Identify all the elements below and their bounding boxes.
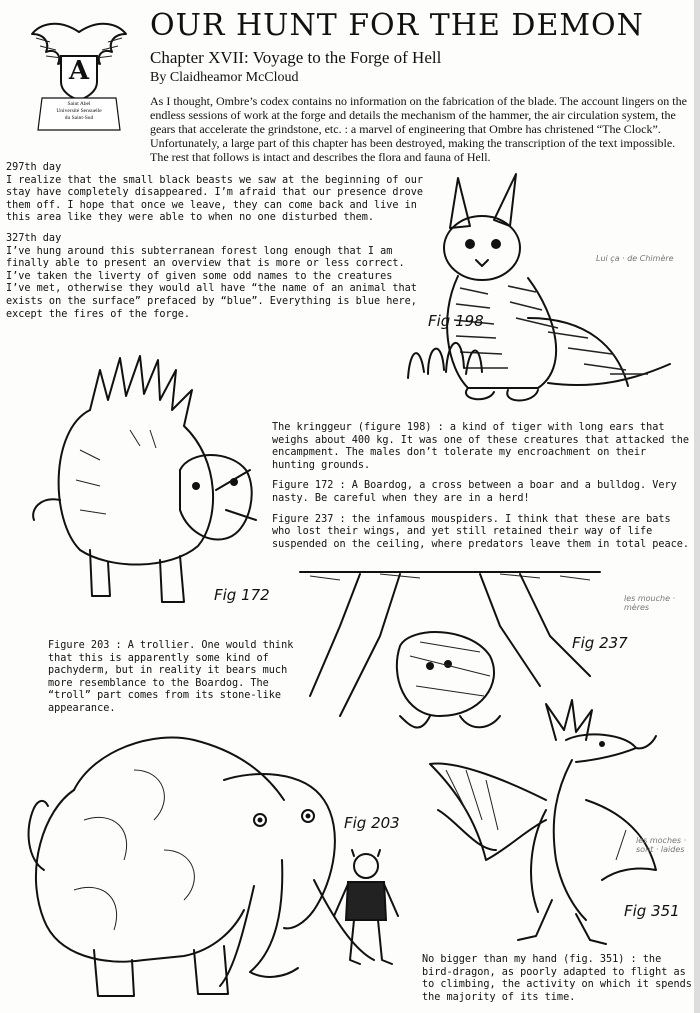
caption-bird-dragon: No bigger than my hand (fig. 351) : the bird-dragon, as poorly adapted to flight as to climbing, the activity on which it spends the majority of its time. — [422, 954, 692, 1003]
page-edge — [694, 0, 700, 1013]
log-day-heading: 327th day — [6, 232, 62, 244]
figure-label-198: Fig 198 — [428, 312, 484, 330]
log-line: except the fires of the forge. — [6, 308, 191, 320]
note-mouspiders: Figure 237 : the infamous mouspiders. I think that these are bats who lost their wings, and yet still retained their way of life suspended on the ceiling, where predators leave them in total peace. — [272, 513, 690, 550]
creature-notes — [272, 422, 692, 559]
emblem-scroll-text — [40, 101, 118, 122]
log-line: I’ve hung around this subterranean forest long enough that I am — [6, 245, 393, 257]
emblem — [28, 12, 130, 132]
caption-trollier: Figure 203 : A trollier. One would think that this is apparently some kind of pachyderm, but in reality it bears much more resemblance to the Boardog. The “troll” part comes from its stone-like appearance. — [48, 640, 294, 714]
boardog-illustration — [20, 350, 270, 610]
log-line: finally able to present an overview that is more or less correct. — [6, 258, 405, 270]
chapter-subtitle: Chapter XVII: Voyage to the Forge of Hell — [150, 48, 442, 67]
page-title: OUR HUNT FOR THE DEMON — [150, 8, 644, 43]
intro-paragraph: As I thought, Ombre’s codex contains no information on the fabrication of the blade. The account lingers on the endless sessions of work at the forge and details the mechanism of the hammer, the air circulation system, the gears that accelerate the grindstone, etc. : a marvel of engineering that Ombre has christened “The Clock”. Unfortunately, a large part of this chapter has been destroyed, making the transcription of the text impossible. The rest that follows is intact and describes the flora and fauna of Hell. — [150, 94, 687, 164]
log-line: I realize that the small black beasts we saw at the beginning of our — [6, 174, 424, 186]
margin-note: les mouche · mères — [624, 594, 676, 612]
emblem-letter: A — [68, 56, 90, 86]
journal-log — [6, 162, 426, 321]
emblem-scroll-line: Université Sensuelle — [56, 108, 102, 114]
caretaker-figure — [326, 850, 406, 970]
figure-label-203: Fig 203 — [344, 814, 400, 832]
figure-label-237: Fig 237 — [572, 634, 628, 652]
figure-label-172: Fig 172 — [214, 586, 270, 604]
emblem-scroll-line: du Saint-Sud — [64, 115, 94, 121]
kringgeur-illustration — [398, 168, 678, 408]
log-day-heading: 297th day — [6, 162, 62, 173]
author-byline: By Claidheamor McCloud — [150, 70, 299, 85]
log-line: I’ve met, otherwise they would all have “the name of an animal that — [6, 283, 417, 295]
note-kringgeur: The kringgeur (figure 198) : a kind of tiger with long ears that weighs about 400 kg. It was one of these creatures that attacked the encampment. The males don’t tolerate my encroachment on their hunting grounds. — [272, 422, 690, 471]
emblem-scroll-line: Saint Abel — [67, 101, 91, 107]
note-boardog: Figure 172 : A Boardog, a cross between a boar and a bulldog. Very nasty. Be careful when they are in a herd! — [272, 480, 677, 504]
log-entry — [6, 233, 426, 321]
log-line: I’ve taken the liverty of given some odd names to the creatures — [6, 270, 393, 282]
log-entry — [6, 162, 426, 225]
log-line: this area like they were able to when no one disturbed them. — [6, 212, 375, 224]
margin-note: les moches · sont · laides — [636, 836, 687, 854]
log-line: stay have completely disappeared. I’m afraid that our presence drove — [6, 187, 424, 199]
margin-note: Lui ça · de Chimère — [596, 254, 674, 263]
figure-label-351: Fig 351 — [624, 902, 680, 920]
log-line: them off. I hope that once we leave, they can come back and live in — [6, 199, 417, 211]
log-line: exists on the surface” prefaced by “blue”. Everything is blue here, — [6, 295, 417, 307]
